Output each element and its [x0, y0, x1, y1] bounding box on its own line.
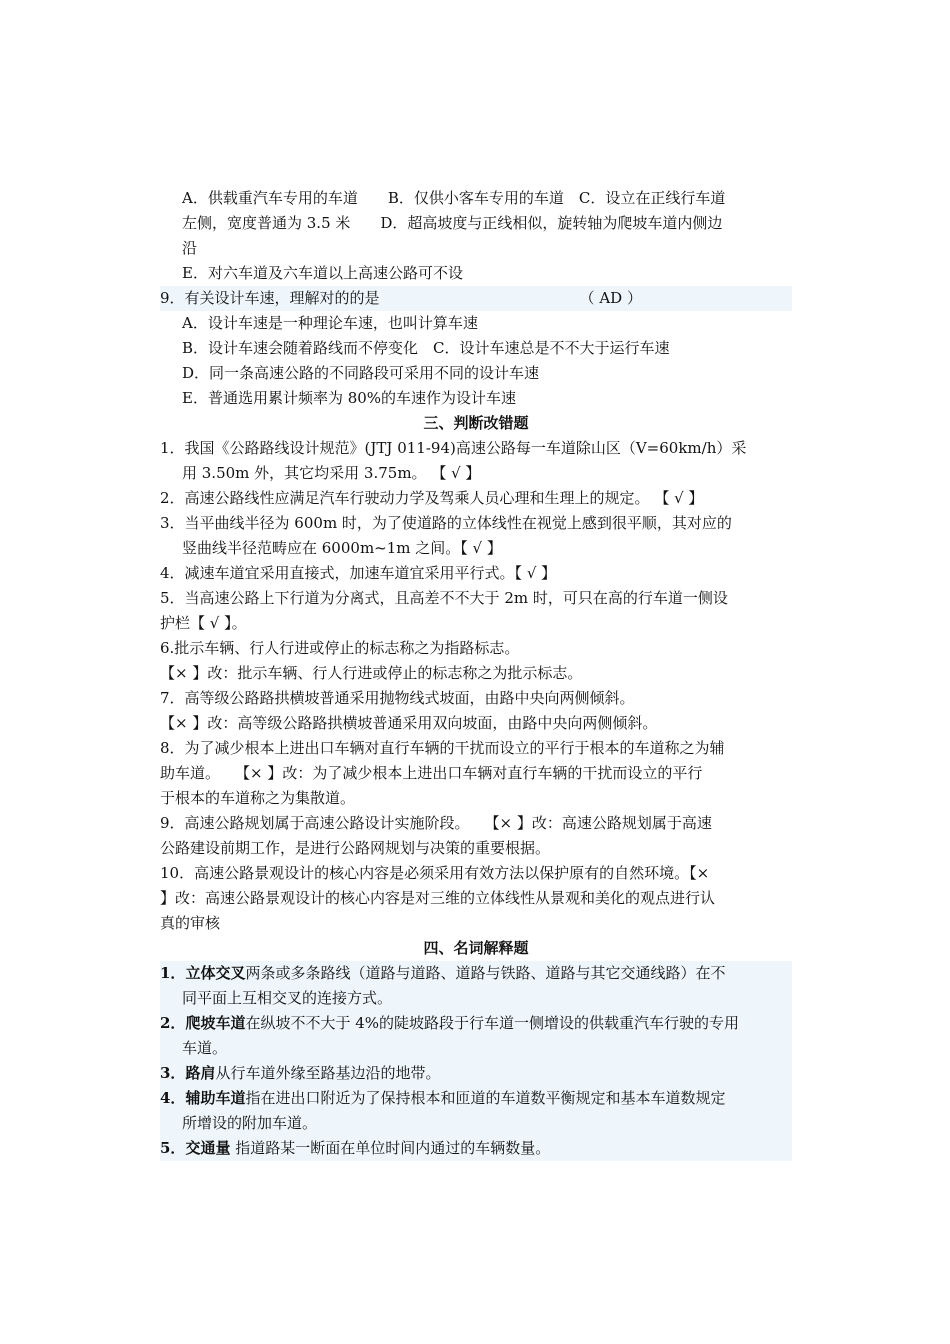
text-line: 于根本的车道称之为集散道。	[160, 789, 356, 807]
text-line: 车道。	[160, 1036, 792, 1061]
text-line: 2．高速公路线性应满足汽车行驶动力学及驾乘人员心理和生理上的规定。 【 √ 】	[160, 489, 704, 507]
text-line: 4．减速车道宜采用直接式，加速车道宜采用平行式。【 √ 】	[160, 564, 557, 582]
text-line: 9．高速公路规划属于高速公路设计实施阶段。 【× 】改：高速公路规划属于高速	[160, 814, 712, 832]
text-line: 同平面上互相交叉的连接方式。	[160, 986, 792, 1011]
option-line: E．普通选用累计频率为 80%的车速作为设计车速	[182, 389, 517, 407]
term-item-1: 1．立体交叉两条或多条路线（道路与道路、道路与铁路、道路与其它交通线路）在不	[160, 961, 792, 986]
text-line: 【× 】改：高等级公路路拱横坡普通采用双向坡面，由路中央向两侧倾斜。	[160, 714, 658, 732]
text-line: 竖曲线半径范畴应在 6000m~1m 之间。【 √ 】	[182, 539, 502, 557]
option-line: D．同一条高速公路的不同路段可采用不同的设计车速	[182, 364, 540, 382]
text-line: 】改：高速公路景观设计的核心内容是对三维的立体线性从景观和美化的观点进行认	[160, 889, 716, 907]
term-item-4: 4．辅助车道指在进出口附近为了保持根本和匝道的车道数平衡规定和基本车道数规定	[160, 1086, 792, 1111]
term-name: 路肩	[185, 1064, 216, 1082]
term-name: 辅助车道	[185, 1089, 246, 1107]
question-text: 9．有关设计车速，理解对的的是	[160, 289, 380, 307]
term-item-3: 3．路肩从行车道外缘至路基边沿的地带。	[160, 1061, 792, 1086]
option-line: B．设计车速会随着路线而不停变化 C．设计车速总是不不大于运行车速	[182, 339, 670, 357]
option-line: A．设计车速是一种理论车速，也叫计算车速	[182, 314, 478, 332]
text-line: 5．当高速公路上下行道为分离式，且高差不不大于 2m 时，可只在高的行车道一侧设	[160, 589, 728, 607]
option-line: 沿	[182, 239, 198, 257]
text-line: 8．为了减少根本上进出口车辆对直行车辆的干扰而设立的平行于根本的车道称之为辅	[160, 739, 725, 757]
term-name: 立体交叉	[185, 964, 246, 982]
text-line: 助车道。 【× 】改：为了减少根本上进出口车辆对直行车辆的干扰而设立的平行	[160, 764, 703, 782]
text-line: 6.批示车辆、行人行进或停止的标志称之为指路标志。	[160, 639, 520, 657]
question-9-stem	[160, 286, 792, 311]
text-line: 真的审核	[160, 914, 221, 932]
text-line: 1．我国《公路路线设计规范》(JTJ 011-94)高速公路每一车道除山区（V=60km/h）采	[160, 439, 747, 457]
term-name: 交通量	[185, 1139, 231, 1157]
option-line: A．供载重汽车专用的车道 B．仅供小客车专用的车道 C．设立在正线行车道	[182, 189, 726, 207]
text-line: 护栏【 √ 】。	[160, 614, 247, 632]
term-name: 爬坡车道	[185, 1014, 246, 1032]
text-line: 所增设的附加车道。	[160, 1111, 792, 1136]
prev-question-options	[160, 186, 792, 1161]
text-line: 公路建设前期工作，是进行公路网规划与决策的重要根据。	[160, 839, 551, 857]
section-title: 四、名词解释题	[423, 939, 529, 957]
option-line: 左侧，宽度普通为 3.5 米 D．超高坡度与正线相似，旋转轴为爬坡车道内侧边	[182, 214, 723, 232]
text-line: 7．高等级公路路拱横坡普通采用抛物线式坡面，由路中央向两侧倾斜。	[160, 689, 635, 707]
term-item-5: 5．交通量 指道路某一断面在单位时间内通过的车辆数量。	[160, 1136, 792, 1161]
text-line: 3．当平曲线半径为 600m 时，为了使道路的立体线性在视觉上感到很平顺，其对应的	[160, 514, 732, 532]
text-line: 用 3.50m 外，其它均采用 3.75m。 【 √ 】	[182, 464, 481, 482]
text-line: 10．高速公路景观设计的核心内容是必须采用有效方法以保护原有的自然环境。【×	[160, 864, 710, 882]
section-title: 三、判断改错题	[423, 414, 529, 432]
text-line: 【× 】改：批示车辆、行人行进或停止的标志称之为批示标志。	[160, 664, 583, 682]
option-line: E．对六车道及六车道以上高速公路可不设	[182, 264, 463, 282]
term-item-2: 2．爬坡车道在纵坡不不大于 4%的陡坡路段于行车道一侧增设的供载重汽车行驶的专用	[160, 1011, 792, 1036]
question-answer: （ AD ）	[579, 289, 642, 307]
